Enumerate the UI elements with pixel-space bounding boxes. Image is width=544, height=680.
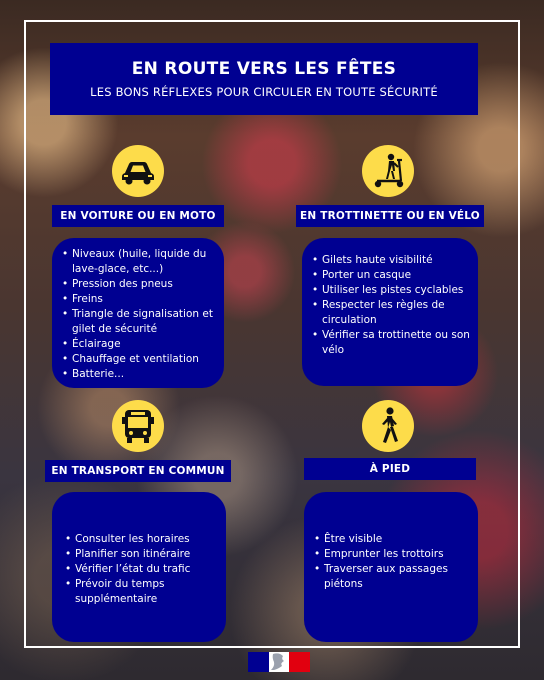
checklist-walking [314,532,470,592]
list-item: • Triangle de signalisation et gilet de sécurité [62,307,216,337]
marianne-logo [248,652,310,672]
card-bus [52,492,226,642]
card-walking [304,492,478,642]
page-subtitle: LES BONS RÉFLEXES POUR CIRCULER EN TOUTE SÉCURITÉ [90,85,438,99]
section-label-car: EN VOITURE OU EN MOTO [52,205,224,227]
list-item: • Freins [62,292,216,307]
car-icon [112,145,164,197]
list-item: • Emprunter les trottoirs [314,547,470,562]
scooter-icon [362,145,414,197]
list-item: • Porter un casque [312,268,470,283]
list-item: • Gilets haute visibilité [312,253,470,268]
checklist-bus [65,532,218,607]
list-item: • Être visible [314,532,470,547]
list-item: • Chauffage et ventilation [62,352,216,367]
list-item: • Planifier son itinéraire [65,547,218,562]
list-item: • Éclairage [62,337,216,352]
list-item: • Pression des pneus [62,277,216,292]
list-item: • Respecter les règles de circulation [312,298,470,328]
list-item: • Batterie... [62,367,216,382]
section-label-walking: À PIED [304,458,476,480]
list-item: • Niveaux (huile, liquide du lave-glace, etc...) [62,247,216,277]
list-item: • Utiliser les pistes cyclables [312,283,470,298]
pedestrian-icon [362,400,414,452]
page-title: EN ROUTE VERS LES FÊTES [131,59,397,79]
list-item: • Vérifier l’état du trafic [65,562,218,577]
list-item: • Traverser aux passages piétons [314,562,470,592]
list-item: • Vérifier sa trottinette ou son vélo [312,328,470,358]
section-label-scooter: EN TROTTINETTE OU EN VÉLO [296,205,484,227]
checklist-scooter [312,253,470,358]
section-label-bus: EN TRANSPORT EN COMMUN [45,460,231,482]
list-item: • Consulter les horaires [65,532,218,547]
bus-icon [112,400,164,452]
title-banner [50,43,478,115]
list-item: • Prévoir du temps supplémentaire [65,577,218,607]
checklist-car [62,247,216,382]
card-scooter [302,238,478,386]
card-car [52,238,224,388]
